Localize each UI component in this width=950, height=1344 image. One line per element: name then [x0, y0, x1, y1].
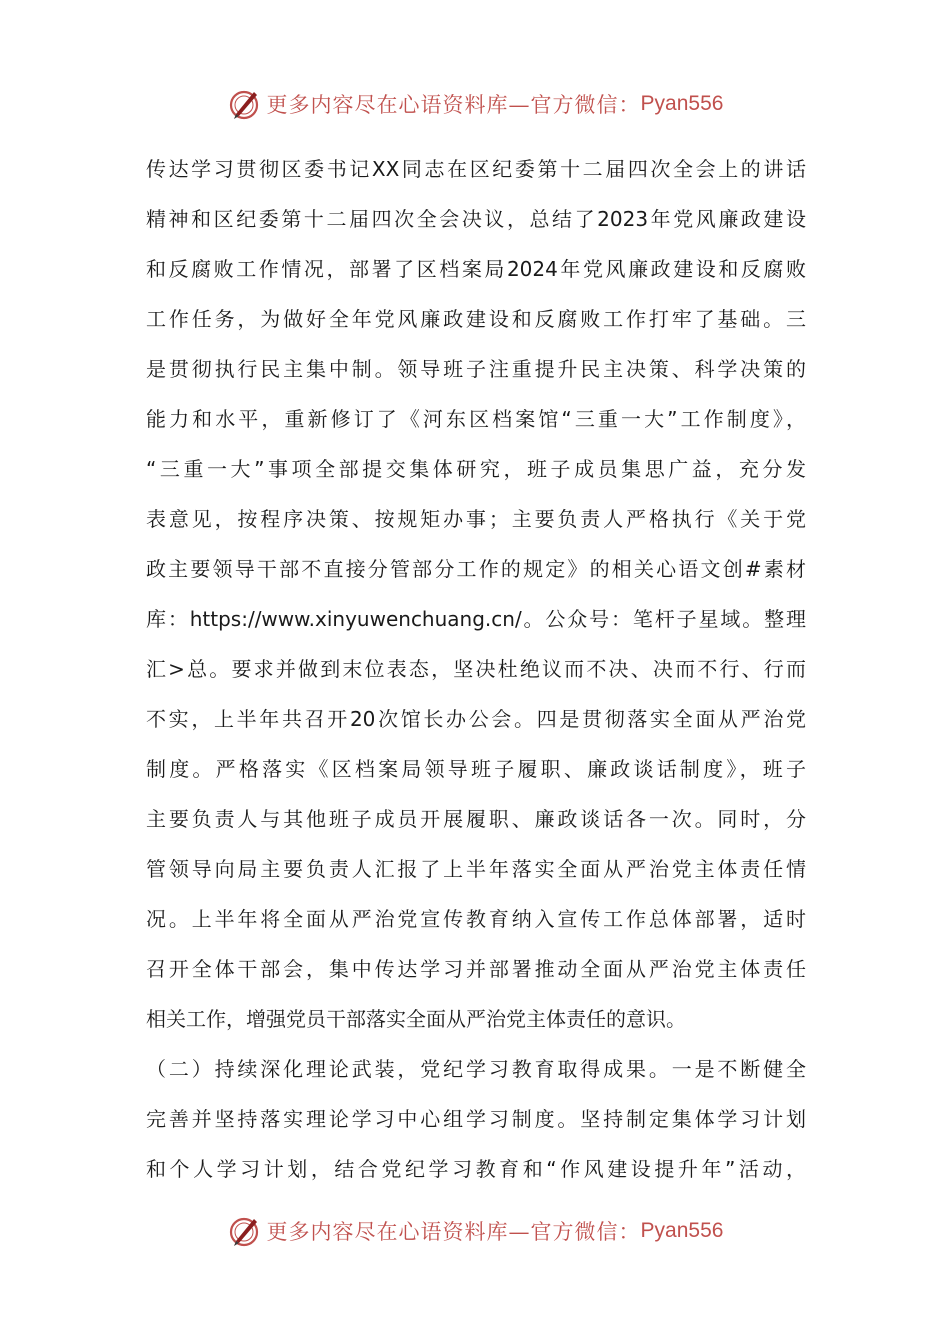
header-banner — [0, 84, 950, 124]
footer-banner-site-text: 更多内容尽在心语资料库—官方微信： — [266, 1220, 641, 1244]
body-line: 汇>总。要求并做到末位表态，坚决杜绝议而不决、决而不行、行而 — [146, 657, 806, 681]
body-line: 召开全体干部会，集中传达学习并部署推动全面从严治党主体责任 — [146, 957, 806, 981]
pen-logo-icon — [227, 86, 263, 122]
body-line: 制度。严格落实《区档案局领导班子履职、廉政谈话制度》，班子 — [146, 757, 806, 781]
body-line: 况。上半年将全面从严治党宣传教育纳入宣传工作总体部署，适时 — [146, 907, 806, 931]
body-line: “三重一大”事项全部提交集体研究，班子成员集思广益，充分发 — [146, 457, 806, 481]
header-banner-site-text: 更多内容尽在心语资料库—官方微信： — [266, 93, 641, 117]
body-line: 传达学习贯彻区委书记XX同志在区纪委第十二届四次全会上的讲话 — [146, 157, 806, 181]
body-line: 主要负责人与其他班子成员开展履职、廉政谈话各一次。同时，分 — [146, 807, 806, 831]
body-line: 能力和水平，重新修订了《河东区档案馆“三重一大”工作制度》， — [146, 407, 806, 431]
footer-banner — [0, 1211, 950, 1251]
body-line: 库：https://www.xinyuwenchuang.cn/。公众号：笔杆子星域。整理 — [146, 607, 806, 631]
header-banner-wechat-id: Pyan556 — [640, 92, 724, 115]
body-line: 工作任务，为做好全年党风廉政建设和反腐败工作打牢了基础。三 — [146, 307, 806, 331]
body-line: 完善并坚持落实理论学习中心组学习制度。坚持制定集体学习计划 — [146, 1107, 806, 1131]
pen-logo-icon — [227, 1213, 263, 1249]
body-line: 相关工作，增强党员干部落实全面从严治党主体责任的意识。 — [146, 1007, 686, 1031]
footer-banner-wechat-id: Pyan556 — [640, 1219, 724, 1242]
body-line: 精神和区纪委第十二届四次全会决议，总结了2023年党风廉政建设 — [146, 207, 806, 231]
body-line: （二）持续深化理论武装，党纪学习教育取得成果。一是不断健全 — [146, 1057, 806, 1081]
body-line: 和个人学习计划，结合党纪学习教育和“作风建设提升年”活动， — [146, 1157, 806, 1181]
body-line: 表意见，按程序决策、按规矩办事；主要负责人严格执行《关于党 — [146, 507, 806, 531]
body-line: 和反腐败工作情况，部署了区档案局2024年党风廉政建设和反腐败 — [146, 257, 806, 281]
body-line: 政主要领导干部不直接分管部分工作的规定》的相关心语文创#素材 — [146, 557, 806, 581]
body-line: 是贯彻执行民主集中制。领导班子注重提升民主决策、科学决策的 — [146, 357, 806, 381]
body-line: 不实，上半年共召开20次馆长办公会。四是贯彻落实全面从严治党 — [146, 707, 806, 731]
document-body — [146, 146, 806, 1196]
body-line: 管领导向局主要负责人汇报了上半年落实全面从严治党主体责任情 — [146, 857, 806, 881]
